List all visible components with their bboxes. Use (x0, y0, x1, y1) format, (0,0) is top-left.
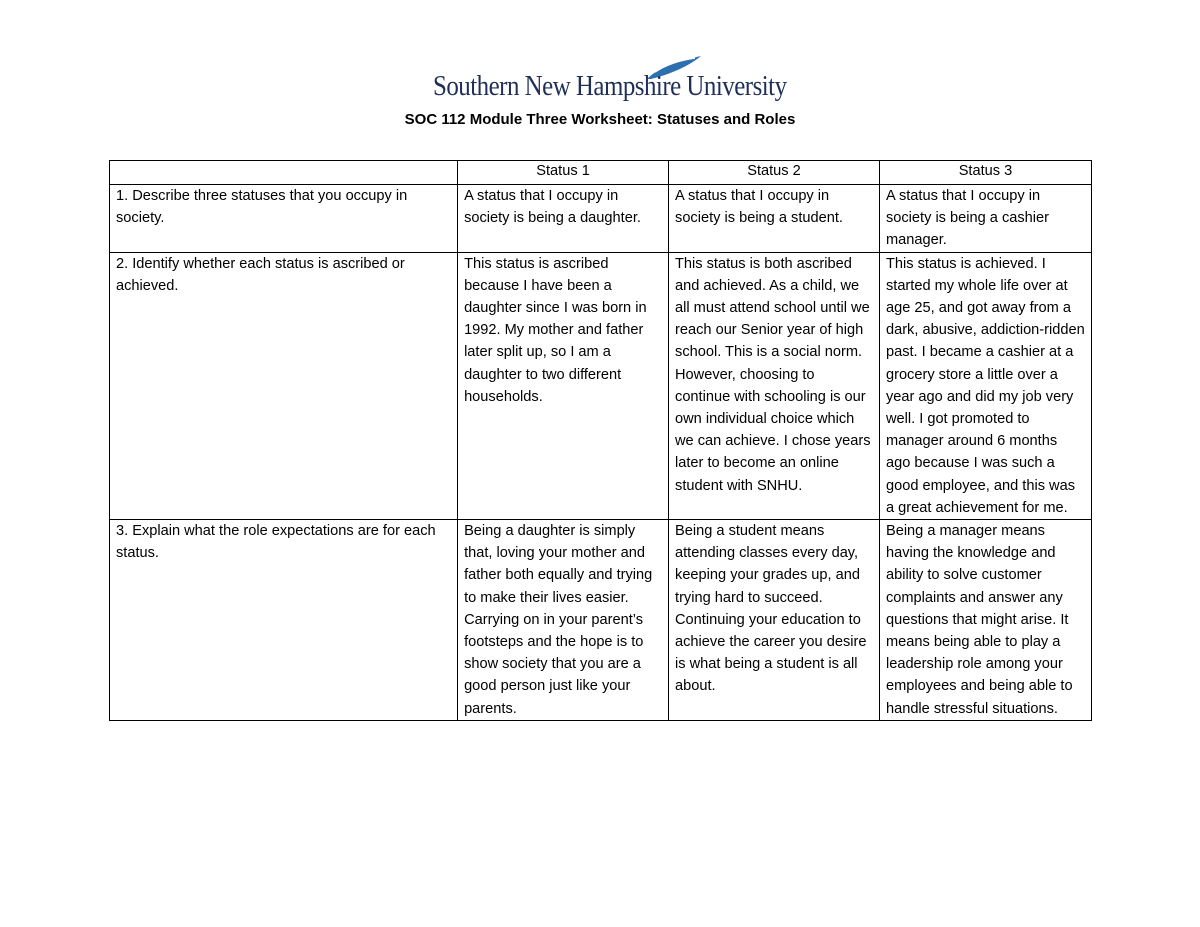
question-1-status-1: A status that I occupy in society is being a daughter. (458, 185, 669, 253)
question-2-status-2: This status is both ascribed and achieved. As a child, we all must attend school until we reach our Senior year of high school. This is a social norm. However, choosing to continue with schooling is our own individual choice which we can achieve. I chose years later to become an online student with SNHU. (669, 252, 880, 519)
page-title: SOC 112 Module Three Worksheet: Statuses and Roles (404, 111, 796, 128)
header-row (110, 161, 1092, 185)
question-3-status-3: Being a manager means having the knowledge and ability to solve customer complaints and answer any questions that might arise. It means being able to play a leadership role among your employees and being able to handle stressful situations. (879, 520, 1091, 721)
worksheet-table (109, 160, 1092, 721)
table-row (110, 252, 1092, 519)
question-1-status-3: A status that I occupy in society is being a cashier manager. (879, 185, 1091, 253)
question-2-prompt: 2. Identify whether each status is ascribed or achieved. (110, 252, 458, 519)
question-3-status-1: Being a daughter is simply that, loving your mother and father both equally and trying to make their lives easier. Carrying on in your parent’s footsteps and the hope is to show society that you are a good person just like your parents. (458, 520, 669, 721)
column-header-status-1: Status 1 (458, 161, 669, 185)
question-3-status-2: Being a student means attending classes every day, keeping your grades up, and trying hard to succeed. Continuing your education to achieve the career you desire is what being a student is all about. (669, 520, 880, 721)
university-logo (433, 54, 787, 104)
column-header-blank (110, 161, 458, 185)
question-2-status-3: This status is achieved. I started my whole life over at age 25, and got away from a dark, abusive, addiction-ridden past. I became a cashier at a grocery store a little over a year ago and did my job very well. I got promoted to manager around 6 months ago because I was such a good employee, and this was a great achievement for me. (879, 252, 1091, 519)
column-header-status-3: Status 3 (879, 161, 1091, 185)
question-2-status-1: This status is ascribed because I have been a daughter since I was born in 1992. My mother and father later split up, so I am a daughter to two different households. (458, 252, 669, 519)
question-3-prompt: 3. Explain what the role expectations are for each status. (110, 520, 458, 721)
table-row (110, 520, 1092, 721)
logo-wordmark: Southern New Hampshire University (433, 70, 787, 102)
question-1-prompt: 1. Describe three statuses that you occupy in society. (110, 185, 458, 253)
column-header-status-2: Status 2 (669, 161, 880, 185)
question-1-status-2: A status that I occupy in society is being a student. (669, 185, 880, 253)
table-row (110, 185, 1092, 253)
